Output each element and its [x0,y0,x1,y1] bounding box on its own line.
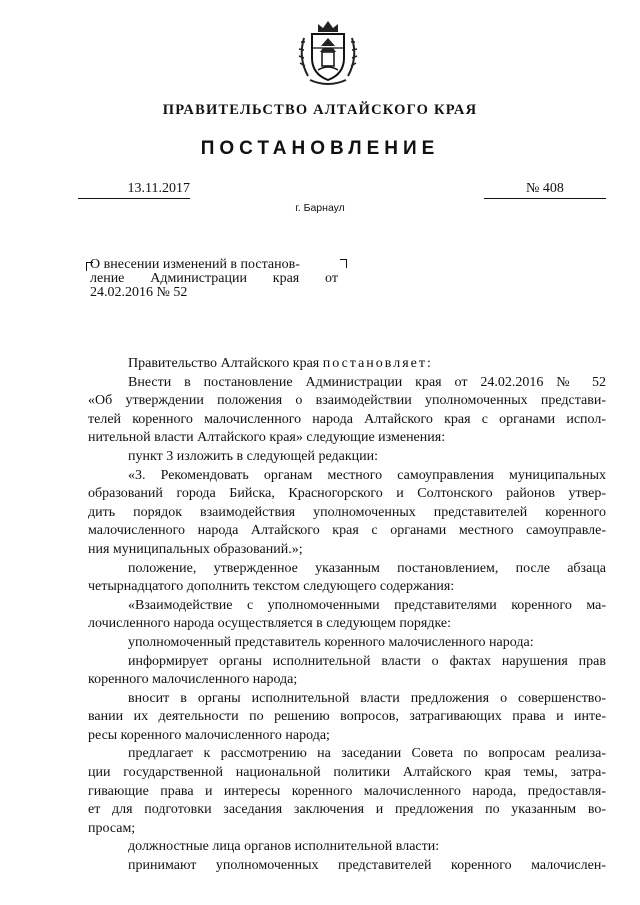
body-line: дить порядок взаимодействия уполномоченных представителей коренного [88,504,606,520]
body-line: нительной власти Алтайского края» следующие изменения: [88,430,446,446]
subject-line: О внесении изменений в постанов- [90,257,300,272]
body-line: ет для подготовки заседания заключения и предложения по указанным во- [88,802,606,818]
body-line: пункт 3 изложить в следующей редакции: [128,448,378,464]
body-line: телей коренного малочисленного народа Алтайского края с органами испол- [88,411,606,427]
body-line: коренного малочисленного народа; [88,672,298,688]
document-number: № 408 [526,181,564,196]
body-line: ния муниципальных образований.»; [88,541,303,557]
body-line: «Взаимодействие с уполномоченными представителями коренного ма- [128,597,606,613]
body-line: уполномоченный представитель коренного малочисленного народа: [128,634,534,650]
subject-line: 24.02.2016 № 52 [90,285,188,300]
body-line: информирует органы исполнительной власти о фактах нарушения прав [128,653,606,669]
body-line: четырнадцатого дополнить текстом следующего содержания: [88,579,455,595]
coat-of-arms-emblem [296,18,360,90]
body-line: Внести в постановление Администрации края от 24.02.2016 № 52 [128,374,606,390]
body-line: ции государственной национальной политики Алтайского края темы, затра- [88,765,606,781]
preamble-decision-word: постановляет: [322,356,433,371]
preamble [88,355,606,374]
subject-line: ление Администрации края от [90,271,338,286]
body-line: положение, утвержденное указанным постановлением, после абзаца [128,560,606,576]
coat-of-arms-icon [296,18,360,90]
government-title: ПРАВИТЕЛЬСТВО АЛТАЙСКОГО КРАЯ [162,102,478,118]
body-line: малочисленного народа Алтайского края с органами местного самоуправле- [88,523,606,539]
body-line: должностные лица органов исполнительной власти: [128,839,440,855]
document-number-field [484,181,606,199]
body-line: лочисленного народа осуществляется в следующем порядке: [88,616,452,632]
body-line: образований города Бийска, Красногорского и Солтонского районов утвер- [88,486,606,502]
body-line: принимают уполномоченных представителей коренного малочислен- [128,858,606,874]
body-line: просам; [88,820,136,836]
body-line: гивающие права и интересы коренного малочисленного народа, предоставля- [88,783,606,799]
body-line: «Об утверждении положения о взаимодействии уполномоченных представи- [88,393,606,409]
subject-corner-right [340,259,347,268]
document-date: 13.11.2017 [78,181,190,199]
body-line: ресы коренного малочисленного народа; [88,727,330,743]
preamble-text: Правительство Алтайского края [128,356,323,371]
document-body [88,355,606,876]
body-line: предлагает к рассмотрению на заседании Совета по вопросам реализа- [128,746,606,762]
body-line: вании их деятельности по решению вопросов, затрагивающих права и инте- [88,709,606,725]
body-line: вносит в органы исполнительной власти предложения о совершенство- [128,690,606,706]
document-type-title: ПОСТАНОВЛЕНИЕ [200,138,440,159]
body-line: «3. Рекомендовать органам местного самоуправления муниципальных [128,467,606,483]
city-label: г. Барнаул [295,202,345,214]
document-subject [90,258,338,300]
